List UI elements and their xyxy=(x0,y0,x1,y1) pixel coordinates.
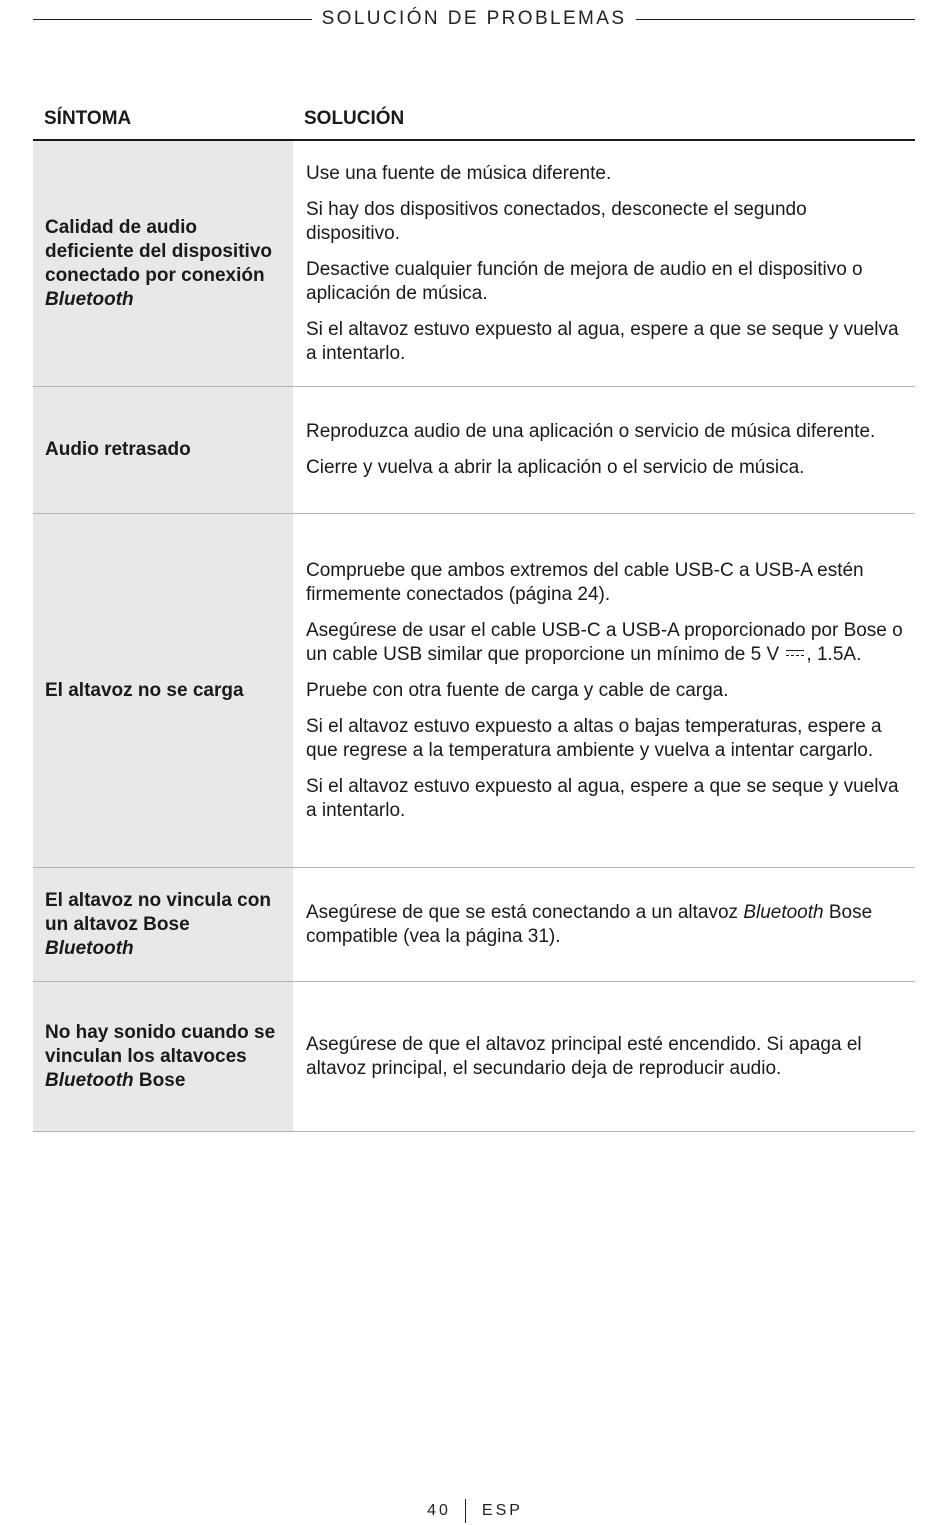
header-rule-left xyxy=(33,19,312,20)
solution-cell xyxy=(293,141,915,386)
table-header xyxy=(33,104,915,141)
troubleshooting-table xyxy=(33,104,915,1132)
table-row xyxy=(33,982,915,1132)
symptom-cell xyxy=(33,387,293,513)
dc-current-icon xyxy=(785,649,805,659)
symptom-text: El altavoz no vincula con un altavoz Bose Bluetooth xyxy=(45,889,271,959)
solution-cell xyxy=(293,868,915,981)
language-code: ESP xyxy=(481,1502,523,1519)
table-row xyxy=(33,514,915,868)
symptom-text: Audio retrasado xyxy=(45,439,191,460)
page-number: 40 xyxy=(427,1502,451,1519)
solution-cell xyxy=(293,514,915,867)
solution-cell xyxy=(293,387,915,513)
solution-item: Si el altavoz estuvo expuesto al agua, espere a que se seque y vuelva a intentarlo. xyxy=(306,318,899,364)
symptom-text: El altavoz no se carga xyxy=(45,679,244,701)
symptom-cell xyxy=(33,514,293,867)
symptom-text: Calidad de audio deficiente del dispositivo conectado por conexión Bluetooth xyxy=(45,216,272,310)
symptom-cell xyxy=(33,982,293,1131)
solution-item: Si hay dos dispositivos conectados, desconecte el segundo dispositivo. xyxy=(306,198,807,244)
page-footer xyxy=(0,1498,950,1524)
solution-item: Desactive cualquier función de mejora de audio en el dispositivo o aplicación de música. xyxy=(306,258,863,304)
symptom-cell xyxy=(33,868,293,981)
symptom-text: No hay sonido cuando se vinculan los altavoces Bluetooth Bose xyxy=(45,1021,276,1091)
solution-item: Asegúrese de que el altavoz principal esté encendido. Si apaga el altavoz principal, el secundario deja de reproducir audio. xyxy=(306,1033,862,1079)
header-rule-right xyxy=(636,19,915,20)
page-header xyxy=(33,6,915,32)
solution-item: Cierre y vuelva a abrir la aplicación o el servicio de música. xyxy=(306,457,805,478)
page-title: SOLUCIÓN DE PROBLEMAS xyxy=(321,8,627,29)
table-row xyxy=(33,868,915,982)
solution-cell xyxy=(293,982,915,1131)
solution-item: Si el altavoz estuvo expuesto al agua, espere a que se seque y vuelva a intentarlo. xyxy=(306,775,899,821)
column-header-solution: SOLUCIÓN xyxy=(304,108,405,129)
solution-item: Use una fuente de música diferente. xyxy=(306,162,612,184)
solution-item: Asegúrese de usar el cable USB-C a USB-A proporcionado por Bose o un cable USB similar que proporcione un mínimo de 5 V , 1.5A. xyxy=(306,619,903,665)
solution-item: Compruebe que ambos extremos del cable USB-C a USB-A estén firmemente conectados (página 24). xyxy=(306,559,864,605)
symptom-cell xyxy=(33,141,293,386)
column-header-symptom: SÍNTOMA xyxy=(44,108,132,129)
footer-divider xyxy=(465,1499,466,1523)
solution-item: Reproduzca audio de una aplicación o servicio de música diferente. xyxy=(306,421,876,442)
solution-item: Pruebe con otra fuente de carga y cable de carga. xyxy=(306,679,729,701)
table-row xyxy=(33,387,915,514)
solution-item: Asegúrese de que se está conectando a un altavoz Bluetooth Bose compatible (vea la página 31). xyxy=(306,901,873,947)
table-row xyxy=(33,141,915,387)
solution-item: Si el altavoz estuvo expuesto a altas o bajas temperaturas, espere a que regrese a la temperatura ambiente y vuelva a intentar cargarlo. xyxy=(306,715,882,761)
